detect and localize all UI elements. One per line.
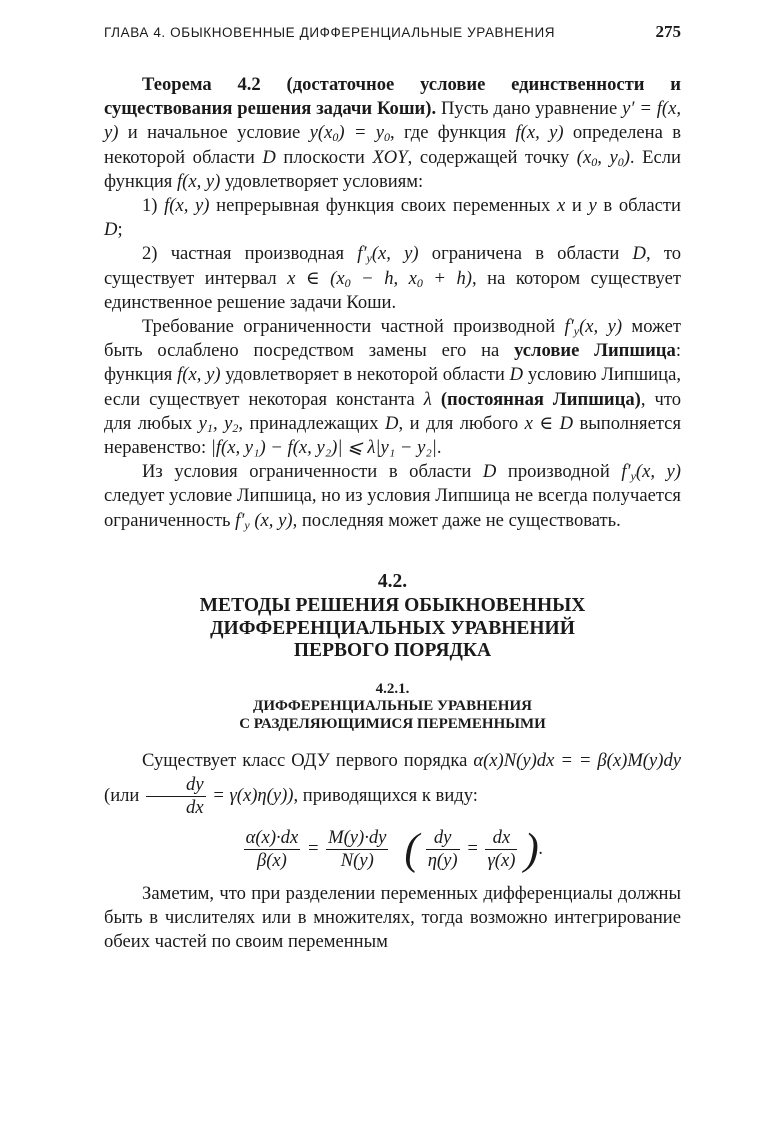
equation: $f'_y$ (x, y) [235,509,293,532]
numerator: dx [485,827,517,850]
text: удовлетворяет условиям: [220,170,424,192]
equation: D [385,412,399,434]
text: следует условие Липшица, но из условия Липшица не всегда получается ограниченность [104,485,681,531]
separable-formula [104,824,681,874]
equation: D [104,219,118,241]
eq-part: + h) [422,267,472,289]
text: : функция [104,340,681,386]
text: условию Липшица, если существует некоторая константа [104,364,681,410]
text: , принадлежащих [238,412,385,434]
equation: $y_1$, $y_2$ [198,412,239,435]
denominator: γ(x) [487,849,516,871]
right-parenthesis: ) [524,824,539,874]
denominator: dx [186,796,204,818]
eq-part: x ∈ (x [287,267,345,289]
closing-paragraph: Заметим, что при разделении переменных дифференциалы должны быть в числителях или в множителях, тогда возможно интегрирование обеих частей по своим переменным [104,882,681,952]
numerator: dy [146,774,206,797]
eq-part: y(x [309,122,333,144]
text: Требование ограниченности частной производной [142,316,565,338]
subsection-heading [104,681,681,734]
lipschitz-paragraph [104,315,681,460]
text: и [565,195,589,217]
running-header [104,22,681,52]
subsection-number: 4.2.1. [375,680,410,697]
text: , содержащей точку [407,146,577,168]
section-title-line: ДИФФЕРЕНЦИАЛЬНЫХ УРАВНЕНИЙ [210,617,575,639]
text: , и для любого [398,412,525,434]
text: удовлетворяет в некоторой области [220,364,510,386]
text: определена в некоторой области [104,122,682,168]
text: , на котором существует единственное решение задачи Коши. [104,267,681,313]
text: , приводящихся к виду: [293,784,478,806]
fraction-dy-eta [426,827,460,872]
equation: α(x)N(y)dx = = β(x)M(y)dy [473,750,681,772]
left-parenthesis: ( [404,824,420,874]
equation: D [262,146,276,168]
text: , что для любых [104,388,681,434]
equation: x ∈ D [524,412,574,434]
page-number: 275 [655,22,681,41]
term-lipschitz-condition: условие Липшица [514,340,676,362]
numerator: α(x)·dx [245,826,299,848]
equation: λ [423,388,432,410]
numerator: M(y)·dy [328,826,387,848]
subsection-title-line: ДИФФЕРЕНЦИАЛЬНЫЕ УРАВНЕНИЯ [253,698,532,715]
section-title-line: МЕТОДЫ РЕШЕНИЯ ОБЫКНОВЕННЫХ [199,595,586,617]
equals-sign: = [466,837,479,859]
equation: D [509,364,524,386]
fraction-right [326,827,388,872]
eq-part: − h, x [350,267,417,289]
equation: f(x, y) [515,122,564,144]
eq-part: ) [623,146,630,168]
equation: = γ(x)η(y)) [207,784,294,806]
equation: D [632,243,646,265]
text: непрерывная функция своих переменных [209,195,557,217]
equation: x ∈ ($x_0 - h$, $x_0 + h$) [287,267,472,290]
text: выполняется неравенство: [104,412,681,459]
section-heading [104,571,681,663]
text: и начальное условие [118,122,310,144]
theorem-paragraph [104,73,681,194]
period: . [538,837,544,859]
equation: ($x_0$, $y_0$) [576,146,630,169]
eq-part: , y [597,146,618,168]
denominator: η(y) [427,849,458,871]
equation: XOY [372,146,408,168]
text: может быть ослаблено посредством замены его на [104,316,682,362]
equation: f(x, y) [176,170,221,192]
condition-1 [104,194,681,242]
book-page [104,22,681,954]
theorem-title: Теорема 4.2 (достаточное условие единственности и существования решения задачи Коши). [104,74,681,120]
text: ограничена в области [418,243,633,265]
equation: f(x, y) [177,364,221,386]
eq-part: f′ [357,243,367,265]
text: Существует класс ОДУ первого порядка [142,750,474,772]
eq-part: (x [576,146,592,168]
term-lipschitz-constant: (постоянная Липшица) [440,388,641,410]
separable-paragraph [104,749,681,818]
text: ; [117,219,123,241]
equation: D [482,461,497,483]
text: 2) частная производная [142,243,358,265]
boundedness-paragraph [104,460,681,533]
text: (или [104,784,145,806]
text: , последняя может даже не существовать. [292,509,621,531]
numerator: dy [426,827,460,850]
equation: $f'_y(x$, y) [564,316,623,339]
denominator: β(x) [256,849,287,871]
equation: $f'_y(x$, y) [357,243,419,266]
equation: x [557,195,566,217]
lipschitz-inequality: |f(x, y₁) − f(x, y₂)| ⩽ λ|y₁ − y₂| [210,437,437,459]
section-number: 4.2. [377,570,408,592]
fraction-dy-dx [146,774,206,819]
text: Пусть дано уравнение [436,98,623,120]
equals-sign: = [306,837,320,859]
text: Из условия ограниченности в области [142,461,483,483]
chapter-title: ГЛАВА 4. ОБЫКНОВЕННЫЕ ДИФФЕРЕНЦИАЛЬНЫЕ УРАВНЕНИЯ [104,25,556,40]
text: . Если функция [104,146,681,192]
equation: $f'_y(x$, y) [621,461,682,484]
eq-part: ) = y [338,122,385,144]
equation: $y(x_0) = y_0$ [309,122,391,145]
text: 1) [142,195,165,217]
text: производной [496,461,622,483]
denominator: N(y) [340,849,374,871]
equation: f(x, y) [164,195,210,217]
condition-2 [104,242,681,315]
equation: y [588,195,597,217]
text: , где функция [390,122,516,144]
fraction-dx-gamma [485,827,517,872]
equation: y′ = f(x, y) [104,98,681,144]
text: плоскости [275,146,373,168]
fraction-left [244,827,301,872]
subsection-title-line: С РАЗДЕЛЯЮЩИМИСЯ ПЕРЕМЕННЫМИ [239,715,546,732]
text: в области [596,195,682,217]
text: , то существует интервал [104,243,681,289]
text: . [436,437,442,459]
section-title-line: ПЕРВОГО ПОРЯДКА [293,640,492,662]
